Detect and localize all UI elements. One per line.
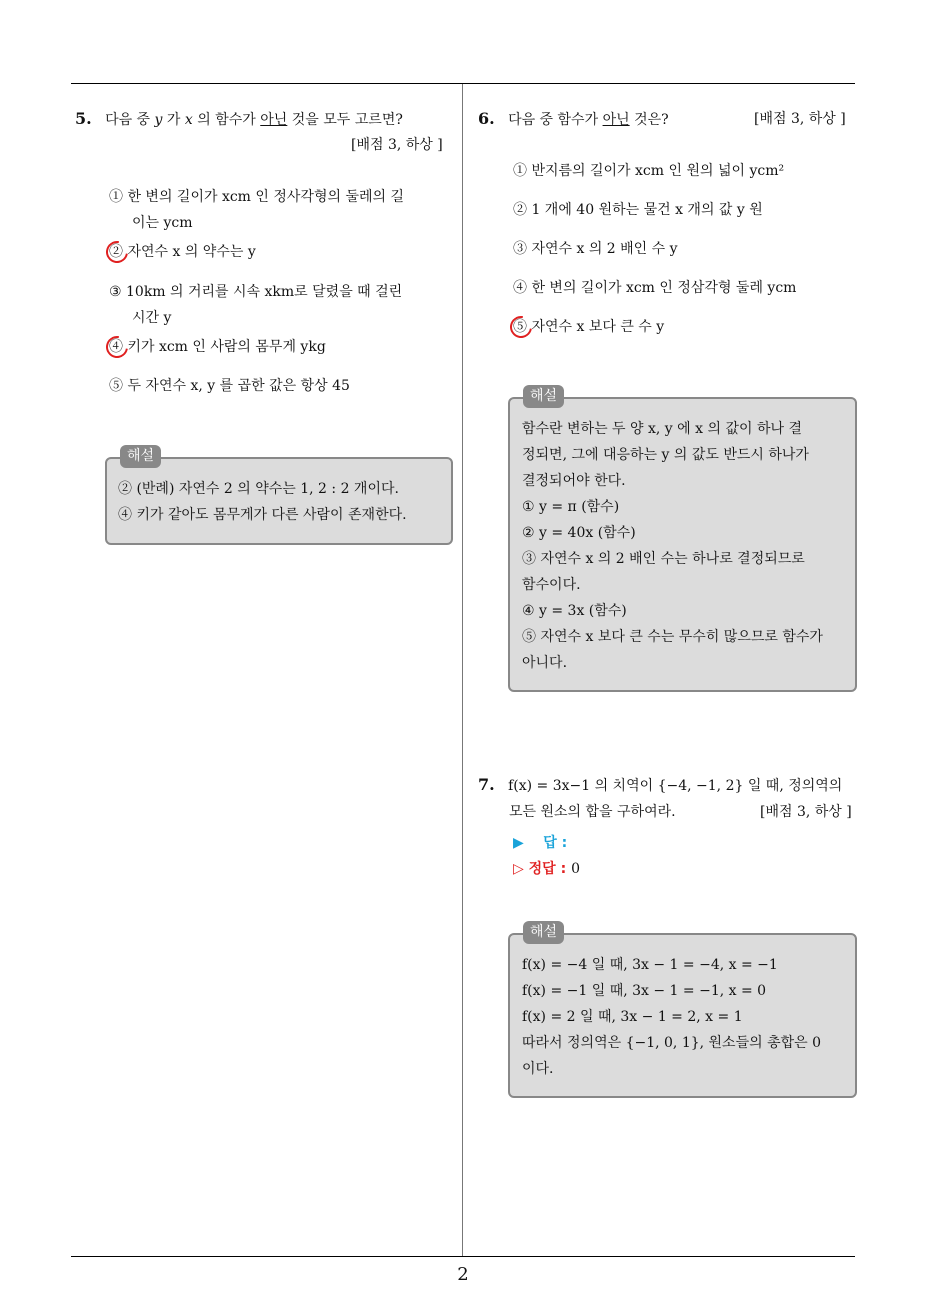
- q7-stem-line-1: f(x) = 3x−1 의 치역이 {−4, −1, 2} 일 때, 정의역의: [508, 778, 843, 794]
- q6-explanation-line: 결정되어야 한다.: [522, 473, 626, 489]
- q7-stem: [478, 775, 842, 796]
- q5-option-1-cont: 이는 ycm: [132, 215, 193, 231]
- q6-explanation-box: [508, 388, 857, 692]
- q5-stem-part: 가: [162, 112, 185, 128]
- q6-option-1: ① 반지름의 길이가 xcm 인 원의 넓이 ycm²: [513, 163, 785, 179]
- q5-option-2: ② 자연수 x 의 약수는 y: [109, 244, 256, 260]
- q6-explanation-line: ① y = π (함수): [522, 499, 620, 515]
- q7-explanation-line: 이다.: [522, 1061, 554, 1077]
- q5-underlined-word: 아닌: [260, 112, 288, 128]
- q6-meta: [배점 3, 하상 ]: [754, 111, 846, 127]
- q6-option-5: ⑤ 자연수 x 보다 큰 수 y: [513, 319, 665, 335]
- q6-explanation-line: ③ 자연수 x 의 2 배인 수는 하나로 결정되므로: [522, 551, 805, 567]
- q7-correct-value: 0: [571, 861, 580, 877]
- answer-arrow-icon: ▶: [513, 835, 524, 851]
- q5-option-4: ④ 키가 xcm 인 사람의 몸무게 ykg: [109, 339, 326, 355]
- q7-explanation-label: 해설: [523, 921, 564, 944]
- q5-number: 5.: [75, 109, 92, 128]
- column-divider: [462, 84, 463, 1256]
- q5-explanation-line: ② (반례) 자연수 2 의 약수는 1, 2 : 2 개이다.: [118, 481, 399, 497]
- q5-explanation-label: 해설: [120, 445, 161, 468]
- q7-stem-line-2: 모든 원소의 합을 구하여라.: [509, 804, 676, 820]
- q7-explanation-line: f(x) = −1 일 때, 3x − 1 = −1, x = 0: [522, 983, 767, 999]
- q6-explanation-line: ⑤ 자연수 x 보다 큰 수는 무수히 많으므로 함수가: [522, 629, 823, 645]
- q5-explanation-line: ④ 키가 같아도 몸무게가 다른 사람이 존재한다.: [118, 507, 407, 523]
- q6-stem-part: 것은?: [629, 112, 669, 128]
- q6-explanation-line: ④ y = 3x (함수): [522, 603, 627, 619]
- q6-stem-part: 다음 중 함수가: [508, 112, 603, 128]
- q5-var-x: x: [184, 112, 193, 128]
- q5-stem: [75, 109, 403, 130]
- q7-explanation-line: 따라서 정의역은 {−1, 0, 1}, 원소들의 총합은 0: [522, 1035, 822, 1051]
- q5-stem-part: 의 함수가: [192, 112, 261, 128]
- q6-option-2: ② 1 개에 40 원하는 물건 x 개의 값 y 원: [513, 202, 763, 218]
- q7-meta: [배점 3, 하상 ]: [760, 804, 852, 820]
- q6-option-3: ③ 자연수 x 의 2 배인 수 y: [513, 241, 678, 257]
- q6-explanation-line: ② y = 40x (함수): [522, 525, 636, 541]
- q7-answer-label: 답 :: [543, 835, 568, 851]
- q7-explanation-line: f(x) = 2 일 때, 3x − 1 = 2, x = 1: [522, 1009, 743, 1025]
- q6-option-4: ④ 한 변의 길이가 xcm 인 정삼각형 둘레 ycm: [513, 280, 797, 296]
- q6-explanation-line: 정되면, 그에 대응하는 y 의 값도 반드시 하나가: [522, 447, 809, 463]
- q5-option-3: ③ 10km 의 거리를 시속 xkm로 달렸을 때 걸린: [109, 284, 403, 300]
- correct-arrow-outline-icon: ▷: [513, 861, 524, 877]
- q5-meta: [배점 3, 하상 ]: [351, 137, 443, 153]
- q6-stem: [478, 109, 669, 130]
- q5-option-1: ① 한 변의 길이가 xcm 인 정사각형의 둘레의 길: [109, 189, 404, 205]
- q7-correct-label: 정답 :: [528, 861, 567, 877]
- q5-option-3-cont: 시간 y: [132, 310, 172, 326]
- q6-underlined-word: 아닌: [602, 112, 630, 128]
- q5-stem-part: 다음 중: [105, 112, 155, 128]
- q6-explanation-line: 함수이다.: [522, 577, 581, 593]
- q7-explanation-line: f(x) = −4 일 때, 3x − 1 = −4, x = −1: [522, 957, 778, 973]
- q7-explanation-box: [508, 924, 857, 1098]
- q7-correct-row: [513, 858, 580, 878]
- q7-number: 7.: [478, 775, 495, 794]
- q5-explanation-box: [105, 448, 453, 545]
- q7-answer-row: [513, 832, 567, 852]
- q6-number: 6.: [478, 109, 495, 128]
- q6-explanation-line: 함수란 변하는 두 양 x, y 에 x 의 값이 하나 결: [522, 421, 802, 437]
- top-rule: [71, 83, 855, 84]
- page-number: 2: [457, 1264, 469, 1285]
- q6-explanation-label: 해설: [523, 385, 564, 408]
- q5-option-5: ⑤ 두 자연수 x, y 를 곱한 값은 항상 45: [109, 378, 350, 394]
- q5-stem-part: 것을 모두 고르면?: [287, 112, 403, 128]
- bottom-rule: [71, 1256, 855, 1257]
- q6-explanation-line: 아니다.: [522, 655, 568, 671]
- q5-var-y: y: [154, 112, 163, 128]
